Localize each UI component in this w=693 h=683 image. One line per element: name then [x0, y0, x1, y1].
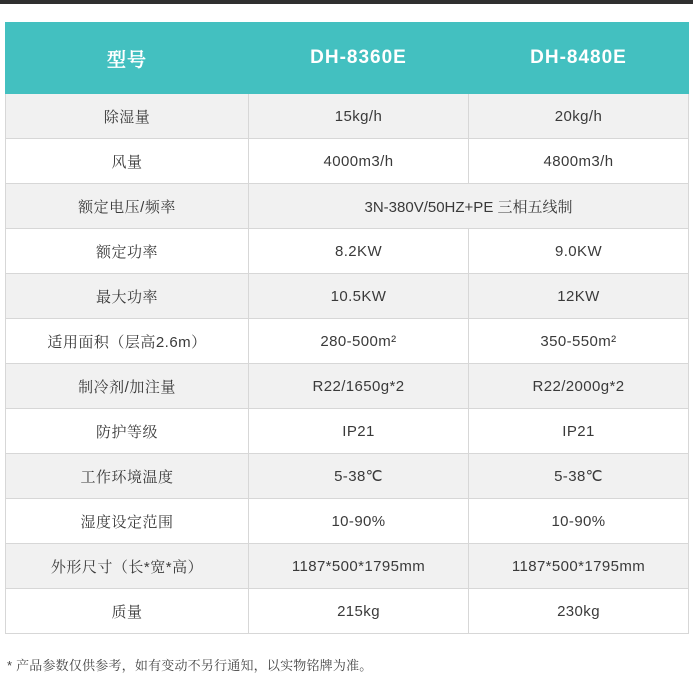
table-row: [6, 229, 689, 274]
row-label: 风量: [6, 139, 249, 184]
header-cell-model: 型号: [6, 23, 249, 94]
row-value-a: 10.5KW: [249, 274, 469, 319]
table-row: [6, 409, 689, 454]
row-label: 外形尺寸（长*宽*高）: [6, 544, 249, 589]
table-row: [6, 589, 689, 634]
table-row: [6, 544, 689, 589]
row-label: 防护等级: [6, 409, 249, 454]
row-label: 额定功率: [6, 229, 249, 274]
table-row: [6, 94, 689, 139]
row-value-b: 1187*500*1795mm: [469, 544, 689, 589]
row-label: 最大功率: [6, 274, 249, 319]
table-row: [6, 184, 689, 229]
row-value-b: 9.0KW: [469, 229, 689, 274]
row-value-a: 1187*500*1795mm: [249, 544, 469, 589]
row-label: 质量: [6, 589, 249, 634]
row-value-b: IP21: [469, 409, 689, 454]
table-row: [6, 499, 689, 544]
row-value-b: 20kg/h: [469, 94, 689, 139]
row-label: 湿度设定范围: [6, 499, 249, 544]
row-value-a: IP21: [249, 409, 469, 454]
table-row: [6, 139, 689, 184]
row-label: 制冷剂/加注量: [6, 364, 249, 409]
row-label: 额定电压/频率: [6, 184, 249, 229]
row-value-a: 5-38℃: [249, 454, 469, 499]
table-row: [6, 274, 689, 319]
row-value-b: 12KW: [469, 274, 689, 319]
row-value-a: 4000m3/h: [249, 139, 469, 184]
row-value-b: 350-550m²: [469, 319, 689, 364]
table-header: [6, 23, 689, 94]
spec-table-wrapper: [5, 22, 688, 634]
row-label: 工作环境温度: [6, 454, 249, 499]
header-cell-dh8360e: DH-8360E: [249, 23, 469, 94]
table-body: [6, 94, 689, 634]
row-label: 除湿量: [6, 94, 249, 139]
footnote-text: * 产品参数仅供参考，如有变动不另行通知，以实物铭牌为准。: [7, 658, 373, 673]
row-value-b: R22/2000g*2: [469, 364, 689, 409]
row-value-b: 5-38℃: [469, 454, 689, 499]
row-value-a: 15kg/h: [249, 94, 469, 139]
top-divider: [0, 0, 693, 4]
table-row: [6, 319, 689, 364]
row-value-a: 10-90%: [249, 499, 469, 544]
row-value-b: 10-90%: [469, 499, 689, 544]
header-cell-dh8480e: DH-8480E: [469, 23, 689, 94]
specification-table: [5, 22, 689, 634]
row-value-a: 215kg: [249, 589, 469, 634]
table-row: [6, 454, 689, 499]
row-value-merged: 3N-380V/50HZ+PE 三相五线制: [249, 184, 689, 229]
row-value-a: 280-500m²: [249, 319, 469, 364]
row-label: 适用面积（层高2.6m）: [6, 319, 249, 364]
table-row: [6, 364, 689, 409]
row-value-b: 4800m3/h: [469, 139, 689, 184]
row-value-b: 230kg: [469, 589, 689, 634]
header-row: [6, 23, 689, 94]
row-value-a: 8.2KW: [249, 229, 469, 274]
row-value-a: R22/1650g*2: [249, 364, 469, 409]
